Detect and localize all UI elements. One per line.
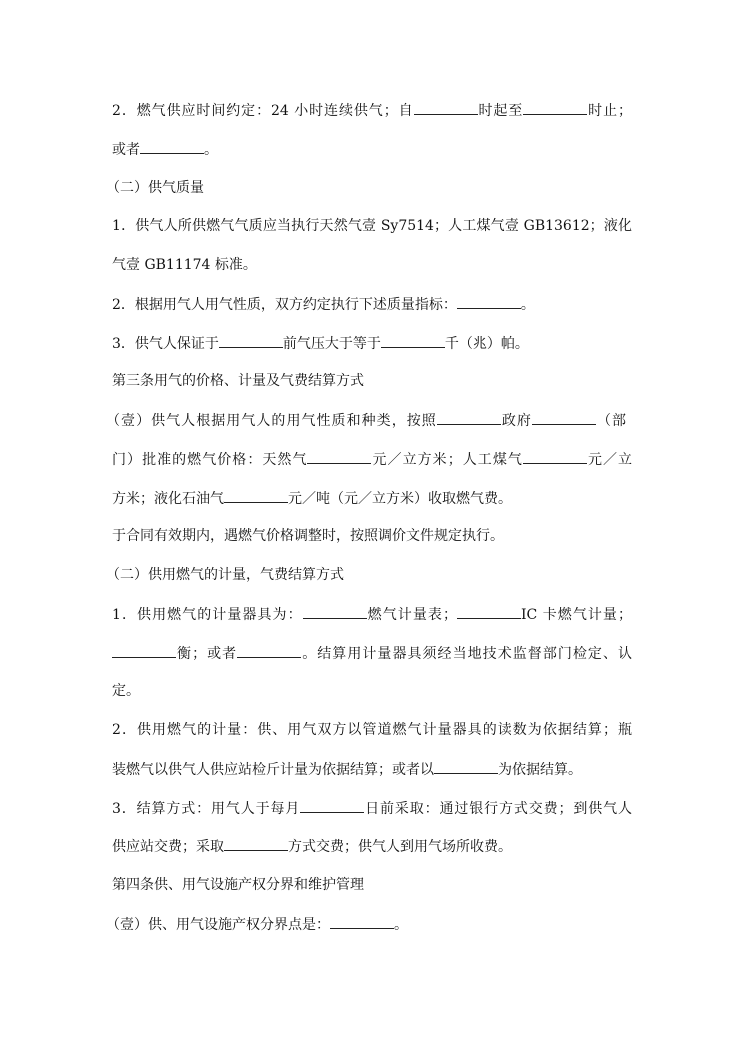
document-line xyxy=(112,100,632,120)
document-line xyxy=(112,798,632,818)
line-text: 或者 xyxy=(112,141,140,158)
fill-in-blank[interactable] xyxy=(523,100,587,115)
line-text: 元／立方米；人工煤气 xyxy=(371,451,523,468)
line-text: 元／吨（元／立方米）收取燃气费。 xyxy=(288,490,512,507)
document-line xyxy=(112,759,632,779)
document-line xyxy=(112,371,632,391)
line-text: 。结算用计量器具须经当地技术监督部门检定、认 xyxy=(301,645,633,662)
fill-in-blank[interactable] xyxy=(381,333,445,348)
line-text: 时止； xyxy=(587,103,633,119)
document-line xyxy=(112,216,632,236)
line-text: （部 xyxy=(595,413,627,429)
line-text: 气壹 GB11174 标准。 xyxy=(112,257,257,273)
document-line xyxy=(106,565,626,585)
fill-in-blank[interactable] xyxy=(219,333,283,348)
line-text: （壹）供、用气设施产权分界点是： xyxy=(106,916,330,933)
line-text: 1．供用燃气的计量器具为： xyxy=(112,606,303,623)
line-text: IC 卡燃气计量； xyxy=(520,606,632,623)
line-text: （二）供用燃气的计量，气费结算方式 xyxy=(106,567,344,583)
document-line xyxy=(112,526,632,546)
fill-in-blank[interactable] xyxy=(330,914,394,929)
document-line xyxy=(112,643,632,663)
document-line xyxy=(112,449,632,469)
fill-in-blank[interactable] xyxy=(112,643,176,658)
document-line xyxy=(106,410,626,430)
line-text: 3．供气人保证于 xyxy=(112,335,219,352)
document-line xyxy=(112,294,632,314)
line-text: 燃气计量表； xyxy=(366,606,457,623)
line-text: 。 xyxy=(520,296,535,313)
fill-in-blank[interactable] xyxy=(414,100,478,115)
line-text: 衡；或者 xyxy=(176,645,238,662)
line-text: 第三条用气的价格、计量及气费结算方式 xyxy=(112,373,364,390)
fill-in-blank[interactable] xyxy=(303,604,367,619)
document-line xyxy=(112,488,632,508)
fill-in-blank[interactable] xyxy=(140,139,204,154)
line-text: 为依据结算。 xyxy=(498,761,582,778)
line-text: 第四条供、用气设施产权分界和维护管理 xyxy=(112,877,364,893)
document-line xyxy=(112,681,632,701)
fill-in-blank[interactable] xyxy=(300,798,364,813)
document-line xyxy=(112,604,632,624)
fill-in-blank[interactable] xyxy=(434,759,498,774)
line-text: 装燃气以供气人供应站检斤计量为依据结算；或者以 xyxy=(112,761,434,778)
document-line xyxy=(106,178,626,198)
line-text: 2．根据用气人用气性质，双方约定执行下述质量指标： xyxy=(112,296,457,313)
line-text: 门）批准的燃气价格：天然气 xyxy=(112,451,308,468)
line-text: 方米；液化石油气 xyxy=(112,490,224,507)
document-line xyxy=(112,875,632,895)
document-line xyxy=(106,914,626,934)
line-text: 方式交费；供气人到用气场所收费。 xyxy=(288,839,512,856)
fill-in-blank[interactable] xyxy=(307,449,371,464)
fill-in-blank[interactable] xyxy=(523,449,587,464)
line-text: 元／立 xyxy=(586,451,633,468)
fill-in-blank[interactable] xyxy=(224,488,288,503)
document-line xyxy=(112,836,632,856)
line-text: 时起至 xyxy=(477,103,524,119)
fill-in-blank[interactable] xyxy=(437,410,501,425)
fill-in-blank[interactable] xyxy=(532,410,596,425)
line-text: 政府 xyxy=(500,413,532,429)
line-text: 千（兆）帕。 xyxy=(444,335,529,352)
document-line xyxy=(112,139,632,159)
line-text: 2．供用燃气的计量：供、用气双方以管道燃气计量器具的读数为依据结算；瓶 xyxy=(112,722,632,738)
fill-in-blank[interactable] xyxy=(457,294,521,309)
line-text: （壹）供气人根据用气人的用气性质和种类，按照 xyxy=(106,413,437,429)
line-text: 供应站交费；采取 xyxy=(112,839,224,856)
line-text: （二）供气质量 xyxy=(106,179,204,196)
document-line xyxy=(112,255,632,275)
line-text: 于合同有效期内，遇燃气价格调整时，按照调价文件规定执行。 xyxy=(112,528,504,545)
line-text: 1．供气人所供燃气气质应当执行天然气壹 Sy7514；人工煤气壹 GB13612；液化 xyxy=(112,218,632,235)
line-text: 日前采取：通过银行方式交费；到供气人 xyxy=(364,800,632,817)
line-text: 定。 xyxy=(112,683,140,700)
document-line xyxy=(112,333,632,353)
fill-in-blank[interactable] xyxy=(224,836,288,851)
line-text: 2．燃气供应时间约定：24 小时连续供气；自 xyxy=(112,103,414,119)
fill-in-blank[interactable] xyxy=(237,643,301,658)
fill-in-blank[interactable] xyxy=(457,604,521,619)
line-text: 3．结算方式：用气人于每月 xyxy=(112,800,301,817)
line-text: 前气压大于等于 xyxy=(282,335,381,352)
line-text: 。 xyxy=(394,916,408,933)
line-text: 。 xyxy=(204,141,218,158)
document-line xyxy=(112,720,632,740)
